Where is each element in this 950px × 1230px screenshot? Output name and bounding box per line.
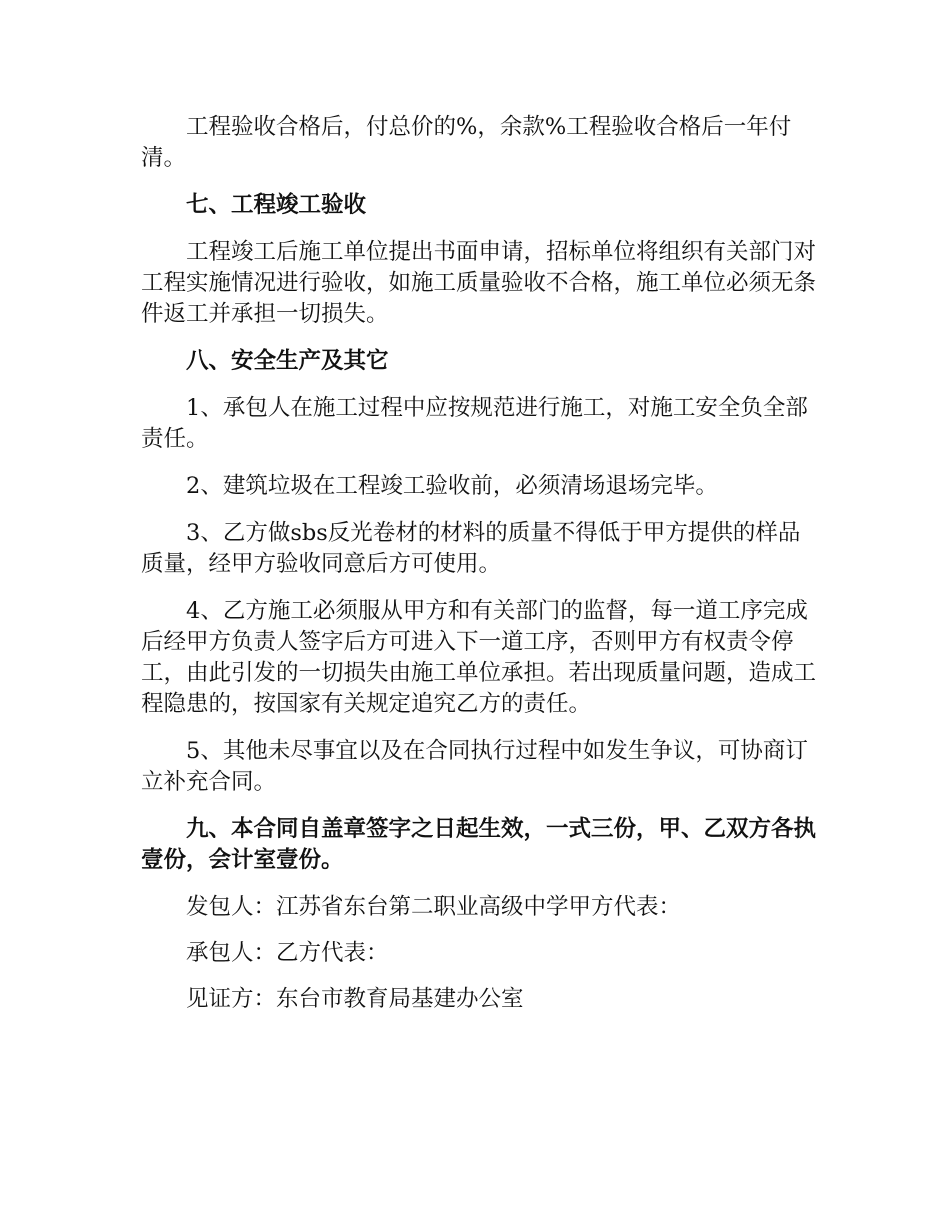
safety-item-2: 2、建筑垃圾在工程竣工验收前，必须清场退场完毕。 (186, 473, 718, 499)
safety-item-3: 3、乙方做sbs反光卷材的材料的质量不得低于甲方提供的样品质量，经甲方验收同意后方可使用。 (141, 520, 801, 577)
section-heading-9: 九、本合同自盖章签字之日起生效，一式三份，甲、乙双方各执壹份，会计室壹份。 (141, 816, 817, 873)
safety-item-5: 5、其他未尽事宜以及在合同执行过程中如发生争议，可协商订立补充合同。 (141, 738, 808, 795)
witness-signature-line: 见证方：东台市教育局基建办公室 (186, 986, 524, 1012)
payment-paragraph: 工程验收合格后，付总价的%，余款%工程验收合格后一年付清。 (141, 114, 792, 171)
safety-item-4: 4、乙方施工必须服从甲方和有关部门的监督，每一道工序完成后经甲方负责人签字后方可进入下一道工序，否则甲方有权责令停工，由此引发的一切损失由施工单位承担。若出现质量问题，造成工程隐患的，按国家有关规定追究乙方的责任。 (141, 598, 817, 717)
employer-signature-line: 发包人：江苏省东台第二职业高级中学甲方代表： (186, 894, 682, 920)
contractor-signature-line: 承包人：乙方代表： (186, 940, 389, 966)
safety-item-1: 1、承包人在施工过程中应按规范进行施工，对施工安全负全部责任。 (141, 395, 808, 452)
section-heading-7: 七、工程竣工验收 (186, 192, 367, 218)
section-heading-8: 八、安全生产及其它 (186, 348, 389, 374)
acceptance-paragraph: 工程竣工后施工单位提出书面申请，招标单位将组织有关部门对工程实施情况进行验收，如施工质量验收不合格，施工单位必须无条件返工并承担一切损失。 (141, 239, 817, 327)
document-body (141, 112, 821, 1030)
